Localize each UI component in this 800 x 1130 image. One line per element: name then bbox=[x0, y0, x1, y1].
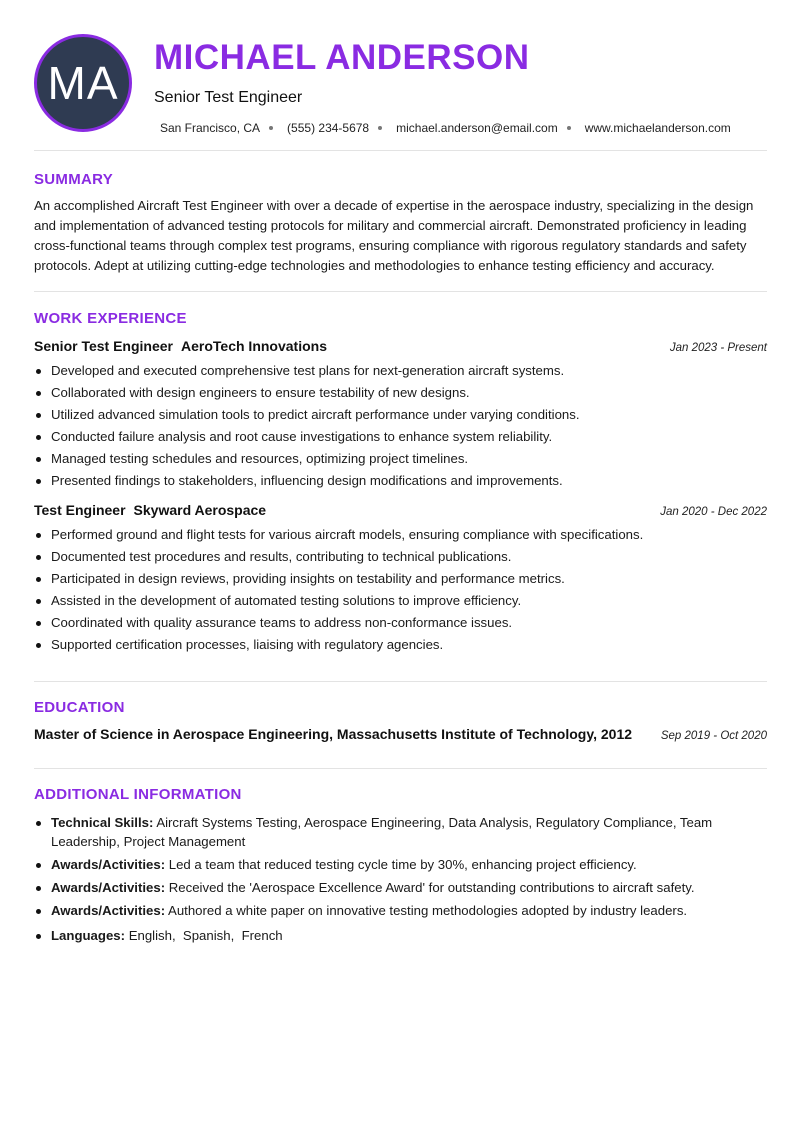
list-item bbox=[51, 813, 767, 851]
resume-page bbox=[34, 34, 767, 949]
list-item: Supported certification processes, liaising with regulatory agencies. bbox=[51, 634, 767, 656]
section-heading-summary: SUMMARY bbox=[34, 171, 114, 188]
resume-header bbox=[34, 34, 767, 150]
additional-section bbox=[34, 769, 767, 945]
list-item: Participated in design reviews, providing insights on testability and performance metrics. bbox=[51, 568, 767, 590]
contact-phone bbox=[287, 121, 396, 135]
job-title-line bbox=[34, 338, 327, 354]
summary-text: An accomplished Aircraft Test Engineer with over a decade of expertise in the aerospace industry, specializing in the design and implementation of advanced testing protocols for military and commercial aircraft. Demonstrated proficiency in leading cross-functional teams through complex test programs, ensuring compliance with rigorous regulatory standards and safety protocols. Adept at utilizing cutting-edge technologies and methodologies to enhance testing efficiency and accuracy. bbox=[34, 198, 754, 273]
avatar bbox=[34, 34, 132, 132]
job-title-line bbox=[34, 502, 266, 518]
experience-section bbox=[34, 292, 767, 656]
list-item: Utilized advanced simulation tools to predict aircraft performance under varying conditions. bbox=[51, 404, 767, 426]
phone-text: (555) 234-5678 bbox=[287, 121, 370, 135]
list-item: Presented findings to stakeholders, influencing design modifications and improvements. bbox=[51, 470, 767, 492]
list-item bbox=[51, 901, 767, 920]
job-entry bbox=[34, 338, 767, 492]
item-label: Technical Skills: bbox=[51, 815, 154, 830]
job-entry bbox=[34, 502, 767, 656]
education-section bbox=[34, 682, 767, 742]
list-item: Managed testing schedules and resources, optimizing project timelines. bbox=[51, 448, 767, 470]
job-role: Senior Test Engineer bbox=[34, 338, 173, 354]
candidate-name: MICHAEL ANDERSON bbox=[154, 38, 530, 77]
job-company: Skyward Aerospace bbox=[133, 502, 267, 518]
job-company: AeroTech Innovations bbox=[181, 338, 327, 354]
item-text: Aircraft Systems Testing, Aerospace Engineering, Data Analysis, Regulatory Compliance, Team Leadership, Project Management bbox=[51, 815, 713, 849]
list-item bbox=[51, 878, 767, 897]
contact-line bbox=[160, 121, 731, 135]
separator-dot bbox=[269, 126, 273, 130]
list-item: Coordinated with quality assurance teams to address non-conformance issues. bbox=[51, 612, 767, 634]
item-text: Authored a white paper on innovative testing methodologies adopted by industry leaders. bbox=[168, 903, 688, 918]
job-bullets bbox=[34, 524, 767, 656]
contact-location bbox=[160, 121, 287, 135]
education-dates: Sep 2019 - Oct 2020 bbox=[660, 730, 767, 742]
job-dates: Jan 2023 - Present bbox=[669, 342, 767, 354]
separator-dot bbox=[378, 126, 382, 130]
summary-section bbox=[34, 151, 767, 276]
job-header bbox=[34, 502, 767, 518]
list-item: Developed and executed comprehensive test plans for next-generation aircraft systems. bbox=[51, 360, 767, 382]
email-link[interactable]: michael.anderson@email.com bbox=[396, 121, 558, 135]
contact-email[interactable] bbox=[396, 121, 585, 135]
item-label: Languages: bbox=[51, 928, 126, 943]
website-link[interactable]: www.michaelanderson.com bbox=[584, 121, 731, 135]
list-item bbox=[51, 855, 767, 874]
list-item: Collaborated with design engineers to ensure testability of new designs. bbox=[51, 382, 767, 404]
item-text: English, Spanish, French bbox=[128, 928, 283, 943]
section-heading-experience: WORK EXPERIENCE bbox=[34, 310, 187, 327]
contact-website[interactable] bbox=[585, 121, 731, 135]
additional-list bbox=[34, 813, 767, 945]
list-item: Assisted in the development of automated testing solutions to improve efficiency. bbox=[51, 590, 767, 612]
avatar-initials: MA bbox=[47, 57, 119, 109]
item-label: Awards/Activities: bbox=[51, 903, 166, 918]
section-heading-education: EDUCATION bbox=[34, 699, 125, 716]
list-item: Conducted failure analysis and root cause investigations to enhance system reliability. bbox=[51, 426, 767, 448]
list-item: Documented test procedures and results, contributing to technical publications. bbox=[51, 546, 767, 568]
job-bullets bbox=[34, 360, 767, 492]
education-degree: Master of Science in Aerospace Engineering, Massachusetts Institute of Technology, 2012 bbox=[34, 726, 633, 742]
list-item: Performed ground and flight tests for various aircraft models, ensuring compliance with specifications. bbox=[51, 524, 767, 546]
list-item bbox=[51, 926, 767, 945]
education-entry bbox=[34, 726, 767, 742]
item-text: Led a team that reduced testing cycle time by 30%, enhancing project efficiency. bbox=[168, 857, 637, 872]
job-dates: Jan 2020 - Dec 2022 bbox=[660, 506, 767, 518]
item-label: Awards/Activities: bbox=[51, 880, 166, 895]
job-role: Test Engineer bbox=[34, 502, 126, 518]
candidate-title: Senior Test Engineer bbox=[154, 89, 303, 106]
item-label: Awards/Activities: bbox=[51, 857, 166, 872]
separator-dot bbox=[567, 126, 571, 130]
item-text: Received the 'Aerospace Excellence Award' for outstanding contributions to aircraft safety. bbox=[168, 880, 695, 895]
location-text: San Francisco, CA bbox=[160, 121, 261, 135]
job-header bbox=[34, 338, 767, 354]
section-heading-additional: ADDITIONAL INFORMATION bbox=[34, 786, 242, 803]
